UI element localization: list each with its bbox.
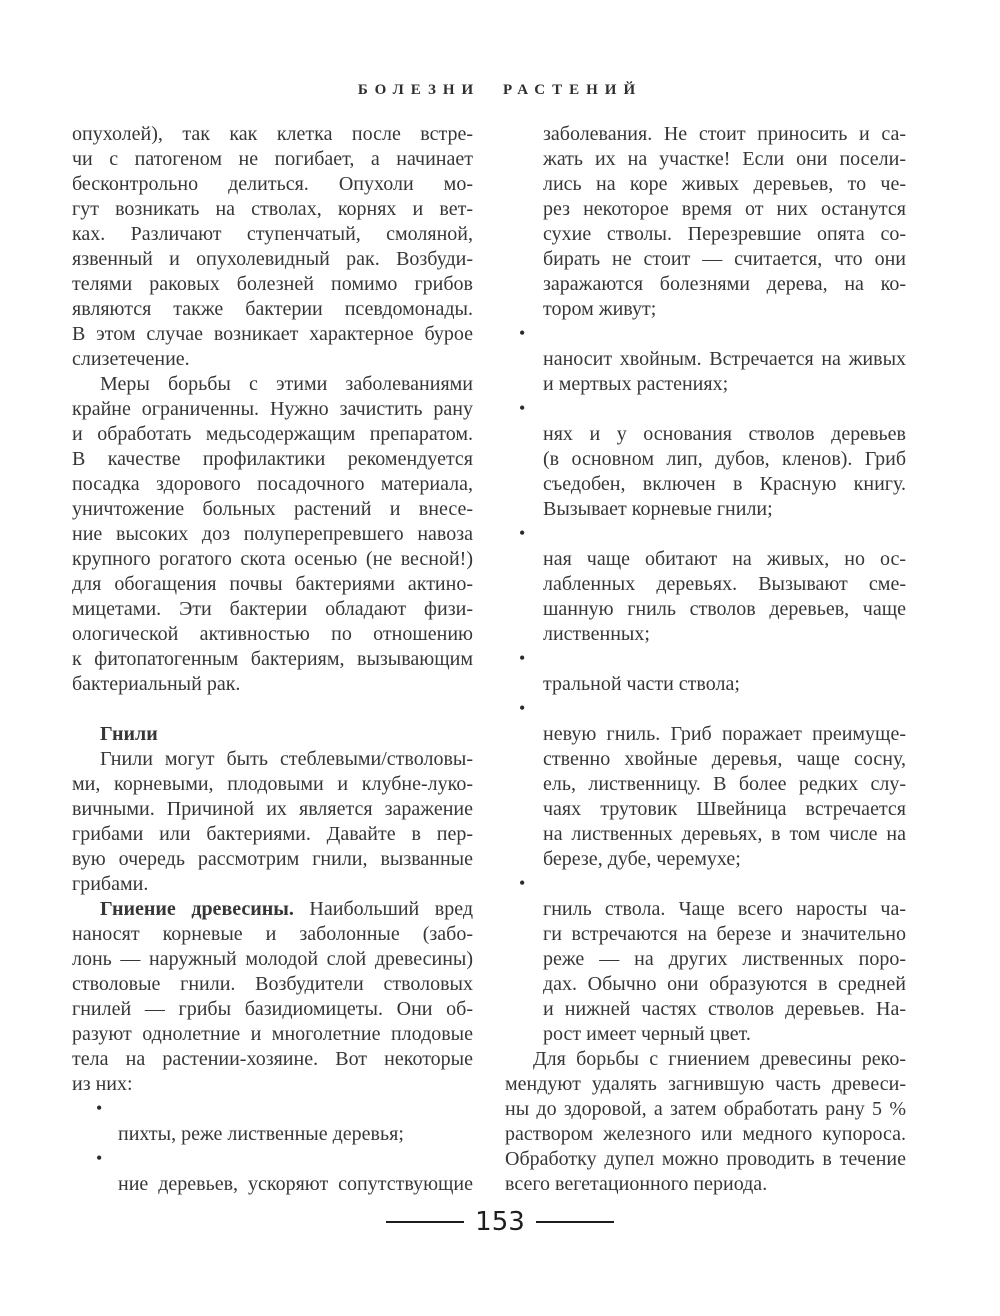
paragraph	[72, 897, 473, 1097]
text-line: бактериальный рак.	[72, 673, 241, 695]
text-line: посадка здорового посадочного материала,	[72, 473, 473, 495]
text-line: Обработку дупел можно проводить в течение	[505, 1148, 906, 1170]
text-line: опухолей), так как клетка после встре-	[72, 123, 473, 145]
text-line	[72, 897, 473, 922]
bullet-icon: •	[96, 1148, 103, 1168]
footer-rule-right	[536, 1221, 614, 1223]
bullet-item	[505, 872, 906, 1047]
text-line: ная чаще обитают на живых, но ос-	[543, 548, 906, 570]
text-line: В этом случае возникает характерное бурое	[72, 323, 473, 345]
text-line: Меры борьбы с этими заболеваниями	[100, 373, 473, 395]
bullet-icon: •	[96, 1098, 103, 1118]
text-line: березе, дубе, черемухе;	[543, 848, 741, 870]
text-line: тральной части ствола;	[543, 673, 740, 695]
text-line: телями раковых болезней помимо грибов	[72, 273, 473, 295]
text-line	[505, 872, 906, 897]
bullet-item	[72, 1097, 473, 1147]
footer-rule-left	[386, 1221, 464, 1223]
text-line: грибами.	[72, 873, 149, 895]
text-line	[505, 397, 906, 422]
text-line: заражаются болезнями дерева, на ко-	[543, 273, 906, 295]
bullet-icon: •	[519, 648, 526, 668]
text-line: бирать не стоит — считается, что они	[543, 248, 906, 270]
text-line: съедобен, включен в Красную книгу.	[543, 473, 906, 495]
text-line: для обогащения почвы бактериями актино-	[72, 573, 473, 595]
text-line: и мертвых растениях;	[543, 373, 729, 395]
bullet-icon: •	[519, 523, 526, 543]
text-line: крайне ограниченны. Нужно зачистить рану	[72, 398, 473, 420]
bullet-icon: •	[519, 323, 526, 343]
bullet-item	[505, 522, 906, 647]
text-line: ологической активностью по отношению	[72, 623, 473, 645]
text-line: бесконтрольно делиться. Опухоли мо-	[72, 173, 473, 195]
section-heading	[72, 722, 473, 747]
bullet-item	[505, 697, 906, 872]
running-head: БОЛЕЗНИ РАСТЕНИЙ	[357, 82, 643, 98]
text-line: мицетами. Эти бактерии обладают физи-	[72, 598, 473, 620]
text-line: язвенный и опухолевидный рак. Возбуди-	[72, 248, 473, 270]
text-line: В качестве профилактики рекомендуется	[72, 448, 473, 470]
text-line: тела на растении-хозяине. Вот некоторые	[72, 1048, 473, 1070]
bullet-continuation	[505, 122, 906, 322]
text-line: реже — на других лиственных поро-	[543, 948, 906, 970]
text-line: гниль ствола. Чаще всего наросты ча-	[543, 898, 906, 920]
paragraph	[72, 372, 473, 697]
text-line: являются также бактерии псевдомонады.	[72, 298, 473, 320]
page-footer	[0, 1209, 1000, 1235]
text-line: рост имеет черный цвет.	[543, 1023, 751, 1045]
text-line: грибами или бактериями. Давайте в пер-	[72, 823, 473, 845]
bullet-icon: •	[519, 698, 526, 718]
text-line: всего вегетационного периода.	[505, 1173, 768, 1195]
text-line: ственно хвойные деревья, чаще сосну,	[543, 748, 906, 770]
text-line: ние высоких доз полуперепревшего навоза	[72, 523, 473, 545]
text-line: чи с патогеном не погибает, а начинает	[72, 148, 473, 170]
paragraph	[505, 1047, 906, 1197]
bullet-icon: •	[519, 873, 526, 893]
text-line: вую очередь рассмотрим гнили, вызванные	[72, 848, 473, 870]
text-line: рез некоторое время от них останутся	[543, 198, 906, 220]
text-line: и нижней частях стволов деревьев. На-	[543, 998, 906, 1020]
text-line: мендуют удалять загнившую часть древеси-	[505, 1073, 906, 1095]
text-line	[505, 322, 906, 347]
text-line: к фитопатогенным бактериям, вызывающим	[72, 648, 473, 670]
right-column	[505, 122, 906, 1197]
text-line: крупного рогатого скота осенью (не весной!)	[72, 548, 473, 570]
text-line: лиственных;	[543, 623, 650, 645]
text-line: гут возникать на стволах, корнях и вет-	[72, 198, 473, 220]
text-line: из них:	[72, 1073, 133, 1095]
text-line: и обработать медьсодержащим препаратом.	[72, 423, 473, 445]
text-line: слизетечение.	[72, 348, 190, 370]
page-body	[72, 122, 906, 1197]
text-line: на лиственных деревьях, в том числе на	[543, 823, 906, 845]
text-line: гнилей — грибы базидиомицеты. Они об-	[72, 998, 473, 1020]
text-line: ние деревьев, ускоряют сопутствующие	[118, 1173, 473, 1195]
text-line: ги встречаются на березе и значительно	[543, 923, 906, 945]
text-line	[505, 522, 906, 547]
text-line: пихты, реже лиственные деревья;	[118, 1123, 404, 1145]
text-line: уничтожение больных растений и внесе-	[72, 498, 473, 520]
text-line: чаях трутовик Швейница встречается	[543, 798, 906, 820]
text-line: заболевания. Не стоит приносить и са-	[543, 123, 906, 145]
text-line	[505, 647, 906, 672]
text-line: тором живут;	[543, 298, 657, 320]
text-line: ны до здоровой, а затем обработать рану 5 %	[505, 1098, 906, 1120]
text-run: Наибольший вред	[293, 898, 473, 920]
text-line	[72, 1147, 473, 1172]
text-line: (в основном лип, дубов, кленов). Гриб	[543, 448, 906, 470]
text-line: ми, корневыми, плодовыми и клубне-луко-	[72, 773, 473, 795]
bullet-item	[505, 322, 906, 397]
bullet-item	[505, 397, 906, 522]
bullet-item	[72, 1147, 473, 1197]
text-line: раствором железного или медного купороса.	[505, 1123, 906, 1145]
text-line: ках. Различают ступенчатый, смоляной,	[72, 223, 473, 245]
text-line: сухие стволы. Перезревшие опята со-	[543, 223, 906, 245]
text-line: дах. Обычно они образуются в средней	[543, 973, 906, 995]
text-line: невую гниль. Гриб поражает преимуще-	[543, 723, 906, 745]
text-line: ель, лиственницу. В более редких слу-	[543, 773, 906, 795]
text-line: жать их на участке! Если они посели-	[543, 148, 906, 170]
paragraph	[72, 747, 473, 897]
bold-run: Гниение древесины.	[100, 898, 294, 920]
text-line: лабленных деревьях. Вызывают сме-	[543, 573, 906, 595]
text-line: стволовые гнили. Возбудители стволовых	[72, 973, 473, 995]
text-line: Для борьбы с гниением древесины реко-	[533, 1048, 906, 1070]
bullet-icon: •	[519, 398, 526, 418]
left-column	[72, 122, 473, 1197]
text-line: Гнили могут быть стеблевыми/стволовы-	[100, 748, 473, 770]
text-line: вичными. Причиной их является заражение	[72, 798, 473, 820]
text-line: разуют однолетние и многолетние плодовые	[72, 1023, 473, 1045]
text-line: лись на коре живых деревьев, то че-	[543, 173, 906, 195]
text-line	[72, 1097, 473, 1122]
text-line: нях и у основания стволов деревьев	[543, 423, 906, 445]
text-line	[505, 697, 906, 722]
text-line: наносит хвойным. Встречается на живых	[543, 348, 906, 370]
text-line: наносят корневые и заболонные (забо-	[72, 923, 473, 945]
bullet-item	[505, 647, 906, 697]
page-number: 153	[475, 1207, 525, 1237]
text-line: шанную гниль стволов деревьев, чаще	[543, 598, 906, 620]
text-line: лонь — наружный молодой слой древесины)	[72, 948, 473, 970]
paragraph	[72, 122, 473, 372]
text-line: Вызывает корневые гнили;	[543, 498, 773, 520]
text-line: Гнили	[100, 723, 158, 745]
